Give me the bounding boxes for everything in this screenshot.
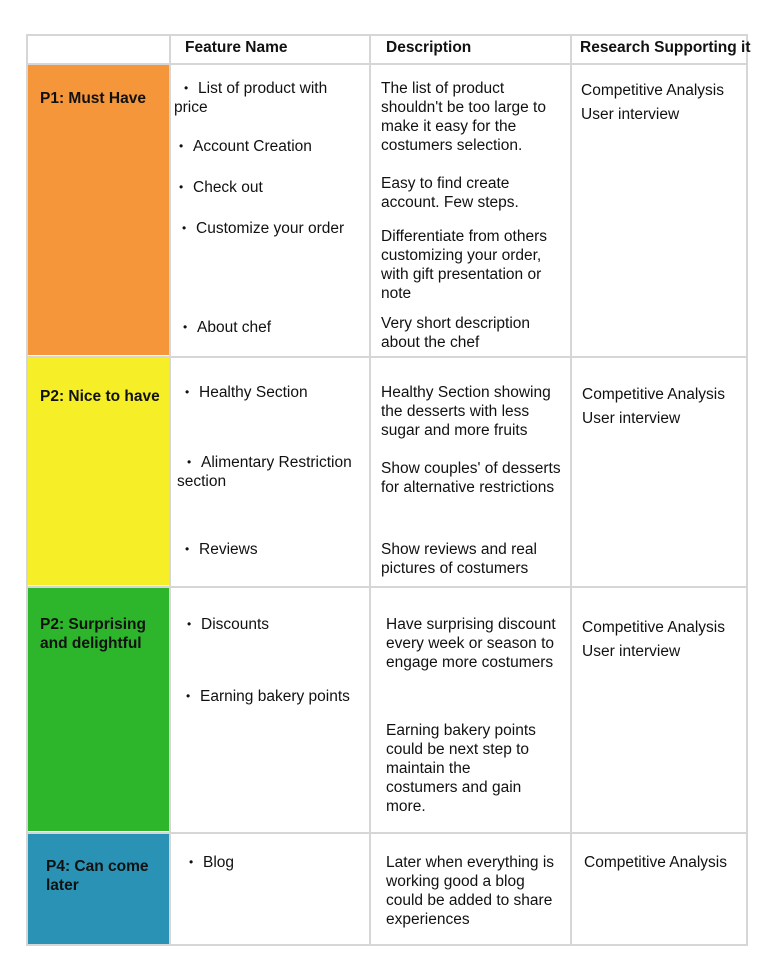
feature-item: • Earning bakery points (186, 688, 350, 705)
bullet-icon: • (185, 542, 190, 556)
header-research: Research Supporting it (580, 39, 751, 56)
bullet-icon: • (182, 221, 187, 235)
bullet-icon: • (187, 455, 192, 469)
description-text: Healthy Section showing the desserts with less sugar and more fruits (381, 384, 551, 439)
header-description: Description (386, 39, 472, 56)
description-text: Easy to find create account. Few steps. (381, 175, 519, 211)
priority-label: P4: Can come later (46, 858, 149, 894)
description-text: Later when everything is working good a blog could be added to share experiences (386, 854, 555, 928)
research-item: User interview (582, 643, 681, 660)
bullet-icon: • (187, 617, 192, 631)
feature-item: • Reviews (185, 541, 258, 558)
priority-label: P2: Nice to have (40, 388, 160, 405)
feature-item: • Blog (189, 854, 235, 871)
bullet-icon: • (183, 320, 188, 334)
feature-item: • Account Creation (179, 138, 312, 155)
feature-item: • Discounts (187, 616, 270, 633)
description-text: The list of product shouldn't be too large to make it easy for the costumers selection. (381, 80, 546, 154)
bullet-icon: • (185, 385, 190, 399)
research-item: Competitive Analysis (582, 619, 726, 636)
grid-line (26, 356, 748, 358)
grid-line (26, 944, 748, 946)
research-item: Competitive Analysis (581, 82, 725, 99)
description-text: Show reviews and real pictures of costumers (381, 541, 537, 577)
description-text: Differentiate from others customizing your order, with gift presentation or note (381, 228, 547, 302)
research-item: Competitive Analysis (582, 386, 726, 403)
grid-line (369, 34, 371, 946)
header-feature-name: Feature Name (185, 39, 288, 56)
grid-line (570, 34, 572, 946)
grid-line (26, 832, 748, 834)
grid-line (746, 34, 748, 946)
priority-label: P1: Must Have (40, 90, 146, 107)
research-item: User interview (581, 106, 680, 123)
feature-item: • About chef (183, 319, 272, 336)
feature-item: • Healthy Section (185, 384, 308, 401)
feature-item: • List of product with price (174, 80, 328, 116)
grid-line (26, 34, 748, 36)
description-text: Very short description about the chef (381, 315, 531, 351)
priority-label: P2: Surprising and delightful (40, 616, 146, 652)
feature-item: • Alimentary Restriction section (177, 454, 352, 490)
grid-line (169, 34, 171, 946)
grid-line (26, 34, 28, 946)
grid-line (26, 63, 748, 65)
grid-line (26, 586, 748, 588)
bullet-icon: • (179, 139, 184, 153)
bullet-icon: • (184, 81, 189, 95)
research-item: User interview (582, 410, 681, 427)
feature-item: • Check out (179, 179, 263, 196)
bullet-icon: • (186, 689, 191, 703)
description-text: Earning bakery points could be next step to maintain the costumers and gain more. (386, 722, 536, 815)
p1-color-cell (28, 65, 169, 355)
research-item: Competitive Analysis (584, 854, 728, 871)
description-text: Have surprising discount every week or season to engage more costumers (386, 616, 556, 671)
bullet-icon: • (179, 180, 184, 194)
feature-item: • Customize your order (182, 220, 345, 237)
description-text: Show couples' of desserts for alternative restrictions (381, 460, 561, 496)
bullet-icon: • (189, 855, 194, 869)
